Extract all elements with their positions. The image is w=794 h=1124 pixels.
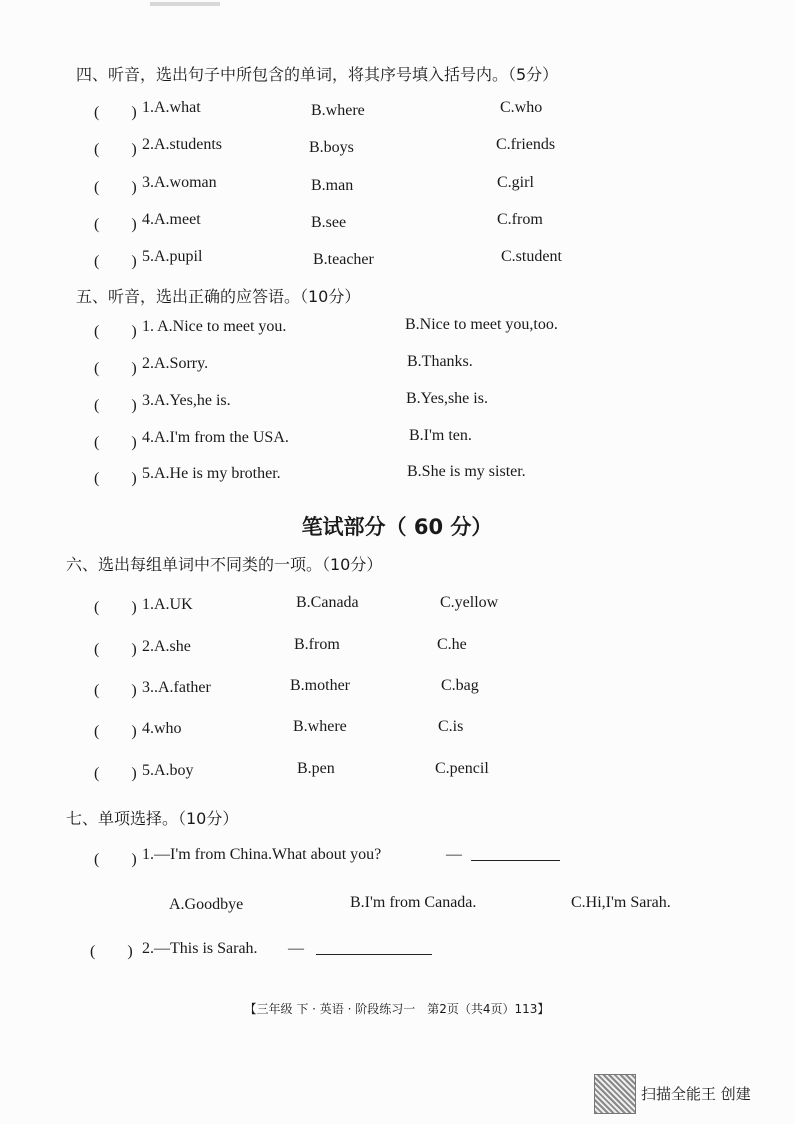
s5-row-4	[0, 429, 794, 453]
s5-row-1	[0, 318, 794, 342]
answer-paren[interactable]: ( )	[94, 723, 137, 740]
option-c: C.girl	[497, 174, 534, 191]
option-b: B.man	[311, 177, 354, 194]
option-a: 1.A.UK	[142, 596, 193, 613]
s5-row-2	[0, 355, 794, 379]
option-b: B.Canada	[296, 594, 359, 611]
option-c: C.who	[500, 99, 543, 116]
option-a: 4.A.meet	[142, 211, 201, 228]
option-c: C.friends	[496, 136, 556, 153]
option-c: C.Hi,I'm Sarah.	[571, 894, 671, 911]
answer-paren[interactable]: ( )	[94, 323, 137, 340]
section-6-title: 六、选出每组单词中不同类的一项。（10分）	[66, 555, 383, 574]
option-b: B.Thanks.	[407, 353, 473, 370]
option-a: 4.who	[142, 720, 182, 737]
written-part-title: 笔试部分（ 60 分）	[301, 515, 493, 539]
option-a: 5.A.He is my brother.	[142, 465, 281, 482]
s4-row-5	[0, 248, 794, 272]
option-a: A.Goodbye	[169, 896, 244, 913]
answer-paren[interactable]: ( )	[94, 434, 137, 451]
s6-row-3	[0, 677, 794, 701]
option-a: 4.A.I'm from the USA.	[142, 429, 289, 446]
s7-q1	[0, 846, 794, 870]
answer-paren[interactable]: ( )	[94, 851, 137, 868]
option-b: B.I'm ten.	[409, 427, 472, 444]
option-c: C.from	[497, 211, 543, 228]
option-a: 3.A.Yes,he is.	[142, 392, 231, 409]
s6-row-5	[0, 760, 794, 784]
option-a: 3..A.father	[142, 679, 211, 696]
s5-row-5	[0, 465, 794, 489]
answer-paren[interactable]: ( )	[94, 253, 137, 270]
option-b: B.Nice to meet you,too.	[405, 316, 558, 333]
option-a: 1.A.what	[142, 99, 201, 116]
option-a: 2.A.she	[142, 638, 191, 655]
s6-row-2	[0, 636, 794, 660]
option-b: B.teacher	[313, 251, 374, 268]
s5-row-3	[0, 392, 794, 416]
option-a: 3.A.woman	[142, 174, 217, 191]
answer-paren[interactable]: ( )	[94, 216, 137, 233]
option-b: B.She is my sister.	[407, 463, 526, 480]
s7-q1-options	[0, 894, 794, 918]
question-text: 1.—I'm from China.What about you?	[142, 846, 382, 863]
option-b: B.mother	[290, 677, 350, 694]
answer-blank[interactable]	[471, 846, 560, 861]
option-b: B.pen	[297, 760, 335, 777]
answer-paren[interactable]: ( )	[94, 641, 137, 658]
option-a: 2.A.Sorry.	[142, 355, 209, 372]
s4-row-1	[0, 99, 794, 123]
answer-paren[interactable]: ( )	[94, 397, 137, 414]
option-b: B.Yes,she is.	[406, 390, 488, 407]
section-5-title: 五、听音，选出正确的应答语。（10分）	[76, 287, 361, 306]
answer-paren[interactable]: ( )	[94, 360, 137, 377]
s6-row-1	[0, 594, 794, 618]
s4-row-4	[0, 211, 794, 235]
option-a: 5.A.boy	[142, 762, 194, 779]
option-b: B.boys	[309, 139, 354, 156]
answer-paren[interactable]: ( )	[94, 104, 137, 121]
qr-code-icon	[594, 1074, 636, 1114]
option-c: C.pencil	[435, 760, 489, 777]
answer-blank[interactable]	[316, 940, 432, 955]
answer-paren[interactable]: ( )	[90, 943, 133, 960]
s6-row-4	[0, 718, 794, 742]
option-a: 1. A.Nice to meet you.	[142, 318, 287, 335]
answer-paren[interactable]: ( )	[94, 141, 137, 158]
option-c: C.yellow	[440, 594, 499, 611]
option-c: C.student	[501, 248, 562, 265]
answer-paren[interactable]: ( )	[94, 765, 137, 782]
s4-row-3	[0, 174, 794, 198]
answer-paren[interactable]: ( )	[94, 470, 137, 487]
answer-dash: —	[446, 846, 462, 863]
answer-paren[interactable]: ( )	[94, 179, 137, 196]
option-c: C.bag	[441, 677, 479, 694]
answer-paren[interactable]: ( )	[94, 599, 137, 616]
question-text: 2.—This is Sarah.	[142, 940, 258, 957]
option-b: B.where	[311, 102, 365, 119]
option-b: B.where	[293, 718, 347, 735]
section-4-title: 四、听音，选出句子中所包含的单词，将其序号填入括号内。（5分）	[76, 65, 559, 84]
scanner-watermark: 扫描全能王 创建	[641, 1085, 751, 1103]
scan-artifact	[150, 2, 220, 6]
s7-q2	[0, 940, 794, 964]
page-footer: 【三年级 下 · 英语 · 阶段练习一 第2页（共4页）113】	[244, 1002, 550, 1016]
option-b: B.see	[311, 214, 347, 231]
answer-paren[interactable]: ( )	[94, 682, 137, 699]
option-a: 2.A.students	[142, 136, 222, 153]
option-b: B.I'm from Canada.	[350, 894, 477, 911]
s4-row-2	[0, 136, 794, 160]
option-c: C.he	[437, 636, 467, 653]
section-7-title: 七、单项选择。（10分）	[66, 809, 239, 828]
option-b: B.from	[294, 636, 340, 653]
option-c: C.is	[438, 718, 464, 735]
option-a: 5.A.pupil	[142, 248, 203, 265]
answer-dash: —	[288, 940, 304, 957]
